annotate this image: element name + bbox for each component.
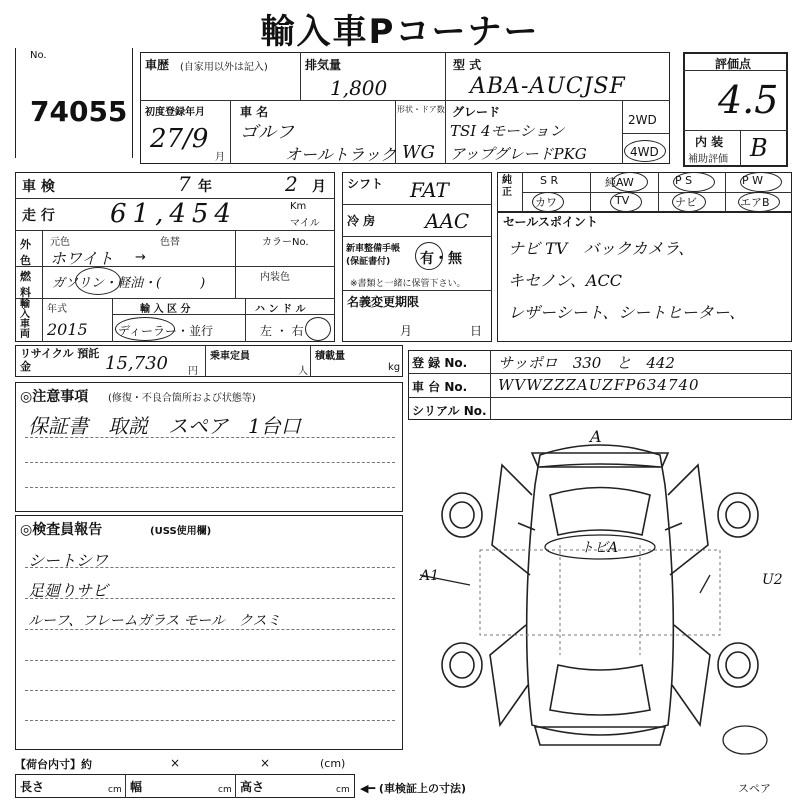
import-year: 2015 [47, 320, 88, 339]
color-orig-label: 元色 [50, 237, 70, 248]
name-change-month: 月 [400, 324, 413, 338]
inspection-year-unit: 年 [198, 179, 212, 195]
option-circle-tv [610, 192, 642, 212]
sales-points-line2: キセノン、ACC [508, 271, 622, 290]
handle-label: ハ ン ド ル [255, 304, 306, 315]
option-aw: 純AW [605, 176, 634, 189]
recycle-label: リサイクル 預託金 [20, 347, 100, 373]
displacement-value: 1,800 [330, 76, 388, 100]
import-year-label: 年式 [47, 304, 67, 315]
mileage-label: 走 行 [22, 208, 55, 224]
name-change-day: 日 [470, 324, 483, 338]
cargo-x1: × [170, 756, 181, 770]
grade-line2: アップグレードPKG [450, 145, 587, 163]
cargo-unit: (cm) [320, 757, 346, 770]
mileage-unit-mile: マイル [290, 218, 320, 229]
shape-value: WG [402, 142, 435, 163]
interior-sub: 補助評価 [688, 154, 728, 165]
drive-2wd: 2WD [628, 113, 657, 127]
chassis-label: 車 台 No. [412, 380, 468, 394]
height-cm: cm [336, 785, 350, 795]
service-book-label: 新車整備手帳 (保証書付) [346, 244, 401, 267]
mileage-unit-km: Km [290, 201, 307, 212]
handle-text: 左 ・ 右 [260, 324, 304, 338]
ac-value: AAC [425, 209, 470, 233]
option-navi: ナビ [675, 196, 697, 209]
drive-4wd-circle [624, 140, 666, 162]
color-arrow: → [135, 250, 146, 265]
import-kind-text: ディーラー・並行 [118, 324, 214, 338]
page-title: 輸入車Pコーナー [260, 12, 540, 52]
capacity-unit: 人 [298, 366, 308, 377]
first-reg-unit: 月 [215, 152, 225, 163]
option-tv: TV [615, 194, 630, 207]
inspection-year: 7 [178, 172, 191, 196]
score-value: 4.5 [718, 78, 779, 122]
option-ps: P S [675, 174, 693, 187]
interior-label: 内 装 [695, 135, 724, 149]
lot-number: 74055 [30, 95, 128, 128]
inspector-line1: シートシワ [28, 551, 109, 570]
option-circle-ps [673, 172, 715, 192]
ac-label: 冷 房 [347, 214, 376, 228]
registration-label: 登 録 No. [412, 356, 468, 370]
recycle-unit: 円 [188, 366, 198, 377]
cargo-x2: × [260, 756, 271, 770]
first-reg-label: 初度登録年月 [145, 107, 205, 118]
sales-points-line3: レザーシート、シートヒーター、 [508, 303, 745, 322]
dimension-row [15, 774, 355, 798]
import-dealer-circle [115, 317, 175, 341]
recycle-value: 15,730 [105, 353, 168, 374]
option-sr: S R [540, 174, 559, 187]
sales-points-line1: ナビ TV バックカメラ、 [508, 239, 695, 258]
load-unit: kg [388, 362, 401, 373]
service-book-text: 有・無 [420, 251, 462, 267]
chassis-value: WVWZZZAUZFP634740 [498, 376, 700, 394]
color-value: ホワイト [50, 249, 114, 268]
name-change-label: 名義変更期限 [347, 295, 420, 309]
inspector-label: ◎検査員報告 [20, 522, 103, 538]
registration-value: サッポロ 330 と 442 [498, 354, 675, 372]
sales-points-label: セールスポイント [503, 215, 598, 229]
spare-label: スペア [738, 782, 771, 795]
option-circle-pw [740, 172, 782, 192]
mileage-value: 61,454 [110, 199, 237, 229]
color-label: 外 色 [20, 238, 31, 267]
import-label: 輸入車両 [20, 299, 30, 340]
inspection-label: 車 検 [22, 179, 55, 195]
inspector-line3: ルーフ、フレームガラス モール クスミ [28, 613, 281, 629]
serial-label: シリアル No. [412, 404, 487, 418]
service-book-note: ※書類と一緒に保管下さい。 [350, 279, 466, 289]
handle-right-circle [305, 317, 331, 341]
option-circle-airbag [738, 192, 780, 212]
option-pw: P W [742, 174, 764, 187]
shift-label: シフト [347, 177, 384, 191]
car-damage-diagram [410, 425, 795, 760]
car-name-line1: ゴルフ [240, 122, 294, 143]
cert-dimension-label: ◀━ (車検証上の寸法) [360, 782, 466, 795]
option-leather: カワ [535, 196, 557, 209]
shift-value: FAT [410, 178, 449, 202]
inspection-month-unit: 月 [312, 179, 326, 195]
diagram-mark-left: A1 [420, 568, 440, 584]
grade-line1: TSI 4モーション [450, 122, 565, 140]
notes-label: ◎注意事項 [20, 389, 89, 405]
color-no-label: カラーNo. [262, 237, 309, 248]
history-note: (自家用以外は記入) [180, 62, 268, 73]
inspection-month: 2 [285, 172, 298, 196]
notes-sub: (修復・不良合箇所および状態等) [108, 393, 256, 404]
option-airbag: エアB [740, 196, 770, 209]
capacity-label: 乗車定員 [210, 351, 250, 362]
fuel-text: ガソリン・軽油・( ) [52, 276, 206, 291]
import-kind-label: 輸 入 区 分 [140, 304, 191, 315]
options-label: 純正 [502, 175, 512, 198]
color-change-label: 色替 [160, 237, 180, 248]
interior-color-label: 内装色 [260, 272, 290, 283]
load-label: 積載量 [315, 351, 345, 362]
notes-line1: 保証書 取説 スペア 1台口 [28, 414, 301, 438]
diagram-mark-front: A [590, 427, 602, 446]
option-circle-leather [532, 192, 564, 212]
length-label: 長さ [20, 780, 45, 794]
length-cm: cm [108, 785, 122, 795]
inspector-sub: (USS使用欄) [150, 526, 212, 537]
inspector-line2: 足廻りサビ [28, 581, 109, 600]
drive-4wd: 4WD [630, 145, 659, 159]
service-book-yes-circle [415, 242, 443, 270]
score-label: 評価点 [715, 57, 752, 71]
diagram-mark-roof: トビA [580, 540, 619, 556]
lot-no-label: No. [30, 50, 47, 61]
car-name-line2: オールトラック [285, 145, 397, 164]
shape-label: 形状・ドア数 [397, 105, 445, 114]
height-label: 高さ [240, 780, 265, 794]
option-circle-navi [672, 192, 706, 212]
grade-label: グレード [452, 105, 501, 119]
diagram-mark-right: U2 [762, 572, 783, 588]
fuel-gasoline-circle [75, 267, 121, 295]
width-cm: cm [218, 785, 232, 795]
displacement-label: 排気量 [305, 58, 342, 72]
fuel-label: 燃 料 [20, 270, 31, 299]
interior-value: B [750, 134, 768, 162]
model-value: ABA-AUCJSF [470, 74, 626, 99]
option-circle-aw [612, 172, 648, 192]
model-label: 型 式 [453, 58, 482, 72]
car-name-label: 車 名 [240, 105, 269, 119]
width-label: 幅 [130, 780, 143, 794]
cargo-label: 【荷台内寸】約 [15, 758, 92, 771]
first-reg-value: 27/9 [150, 124, 209, 154]
history-label: 車歴 [145, 58, 170, 72]
